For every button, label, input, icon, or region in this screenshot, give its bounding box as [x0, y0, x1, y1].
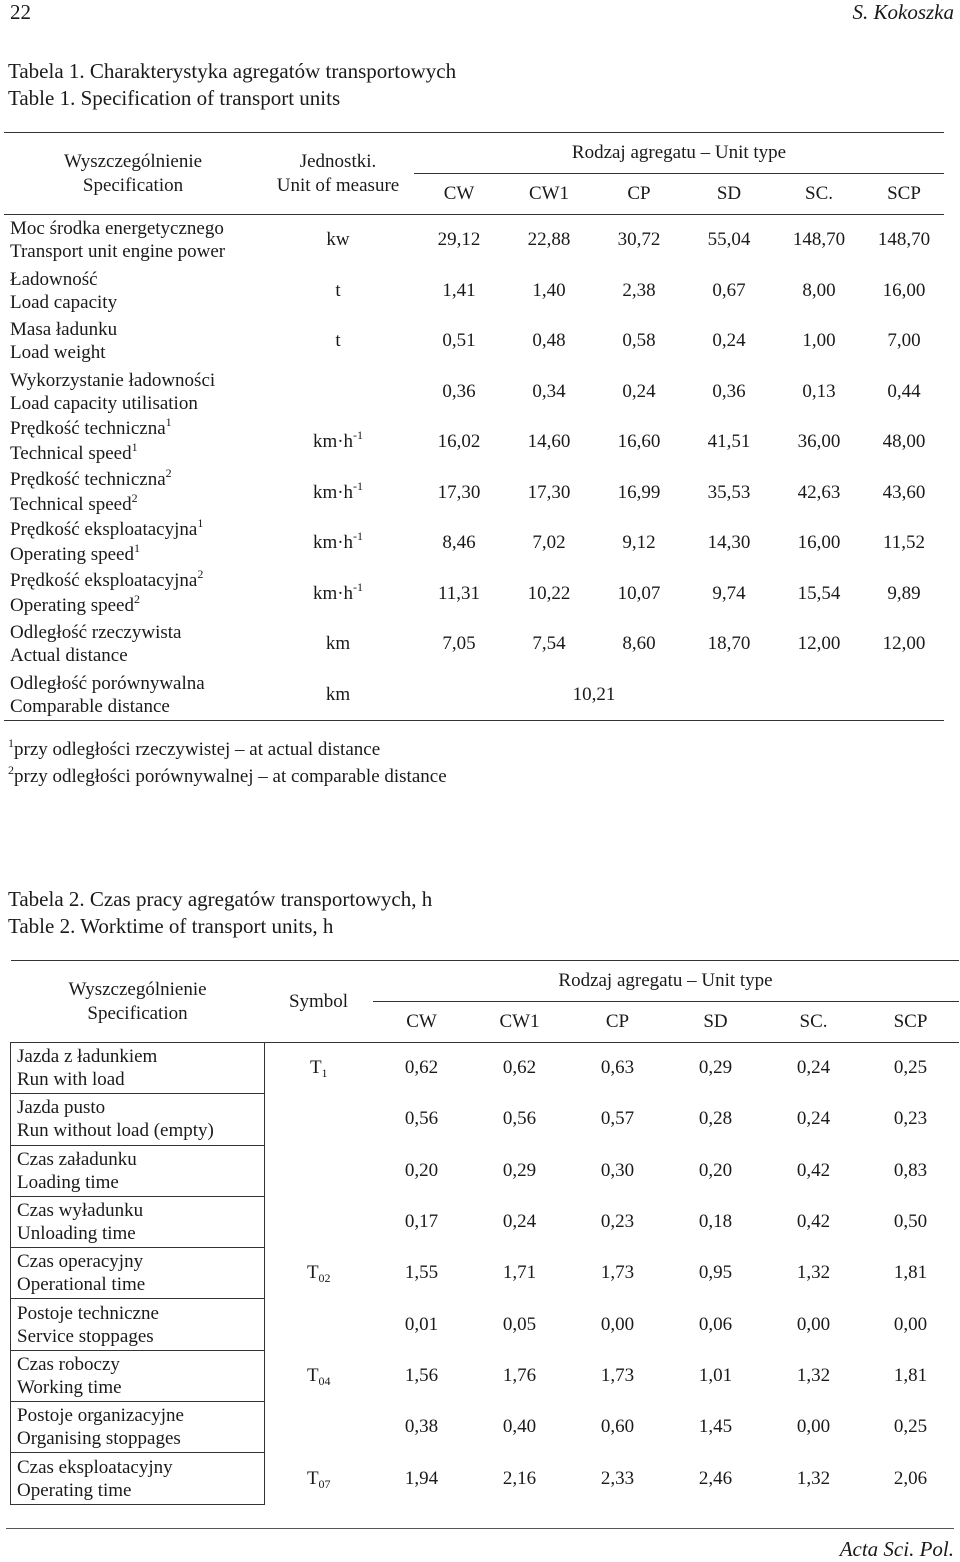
row-label-en: Organising stoppages [17, 1428, 181, 1450]
row-label [11, 1196, 265, 1247]
row-label-pl: Czas załadunku [17, 1148, 137, 1170]
value-cell: 0,62 [373, 1043, 471, 1094]
value-cell: 1,55 [404, 1262, 439, 1284]
symbol-cell: $T_1$ [265, 1043, 373, 1094]
row-label [11, 1402, 265, 1453]
value-cell: 17,30 [527, 481, 571, 503]
row-label-en: Comparable distance [10, 695, 170, 717]
row-label-en: Operational time [17, 1274, 146, 1296]
value-cell: 0,62 [471, 1043, 569, 1094]
value-cell: 0,57 [600, 1108, 635, 1130]
value-cell: 16,99 [617, 481, 661, 503]
row-label-pl: Czas operacyjny [17, 1251, 144, 1273]
value-cell: 9,74 [712, 582, 746, 604]
value-cell: 2,33 [600, 1467, 635, 1489]
row-label [4, 266, 262, 317]
value-cell: 0,00 [796, 1313, 831, 1335]
value-cell: 1,81 [893, 1262, 928, 1284]
table2-unit-type-header: Rodzaj agregatu – Unit type [373, 961, 959, 1002]
value-cell: 2,46 [698, 1467, 733, 1489]
column-header-sd: SD [716, 183, 742, 204]
table-row [4, 518, 944, 569]
column-header-cw1: CW1 [528, 183, 570, 204]
unit-cell: $km\cdot h^{-1}$ [312, 529, 364, 554]
column-header-cp: CP [627, 183, 651, 204]
value-cell: 0,25 [893, 1416, 928, 1438]
value-cell: 0,05 [502, 1313, 537, 1335]
table-row [4, 215, 944, 266]
row-label-en: Technical speed$^2$ [10, 490, 138, 515]
row-label-pl: Czas eksploatacyjny [17, 1456, 173, 1478]
unit-cell: kw [262, 215, 414, 266]
value-cell: 0,24 [502, 1211, 537, 1233]
value-cell: 2,06 [893, 1467, 928, 1489]
row-label-en: Actual distance [10, 645, 128, 667]
value-cell: 1,81 [893, 1364, 928, 1386]
symbol-cell [265, 1145, 373, 1196]
value-cell: 17,30 [437, 481, 481, 503]
value-cell: 0,20 [698, 1159, 733, 1181]
row-label-en: Unloading time [17, 1223, 136, 1245]
column-header-sc: SC. [805, 183, 833, 204]
table-row [4, 316, 944, 367]
row-label-pl: Odległość rzeczywista [10, 622, 182, 644]
value-cell: 0,24 [796, 1108, 831, 1130]
column-header-sc: SC. [799, 1011, 828, 1032]
table-row [4, 468, 944, 519]
value-cell: 11,31 [437, 582, 481, 604]
row-label [11, 1248, 265, 1299]
value-cell: 0,67 [712, 279, 746, 301]
row-label-pl: Jazda z ładunkiem [17, 1046, 158, 1068]
symbol-cell [265, 1299, 373, 1350]
table2-spec-header: Wyszczególnienie Specification [68, 978, 207, 1024]
row-label-pl: Postoje techniczne [17, 1302, 159, 1324]
table1-caption [8, 58, 456, 112]
value-cell: 29,12 [414, 215, 504, 266]
value-cell: 0,36 [712, 380, 746, 402]
value-cell: 0,60 [600, 1416, 635, 1438]
row-label-pl: Ładowność [10, 268, 98, 290]
value-cell: 43,60 [882, 481, 926, 503]
value-cell: 0,23 [600, 1211, 635, 1233]
row-label-pl: Prędkość techniczna$^2$ [10, 465, 172, 490]
value-cell: 9,12 [622, 532, 656, 554]
value-cell: 36,00 [797, 431, 841, 453]
value-cell: 7,00 [887, 330, 921, 352]
row-label-pl: Czas roboczy [17, 1353, 120, 1375]
table-row [4, 417, 944, 468]
value-cell: 2,16 [502, 1467, 537, 1489]
value-cell: 148,70 [864, 215, 944, 266]
unit-cell: t [335, 279, 341, 301]
unit-cell [262, 367, 414, 418]
value-cell: 41,51 [707, 431, 751, 453]
row-label-pl: Moc środka energetycznego [10, 218, 224, 240]
value-cell: 15,54 [797, 582, 841, 604]
value-cell: 1,73 [600, 1364, 635, 1386]
row-label-en: Loading time [17, 1171, 119, 1193]
row-label-pl: Masa ładunku [10, 319, 118, 341]
table-row [4, 619, 944, 670]
value-cell: 0,01 [404, 1313, 439, 1335]
value-cell: 1,45 [698, 1416, 733, 1438]
value-cell: 0,50 [893, 1211, 928, 1233]
row-label [11, 1299, 265, 1350]
row-label-en: Working time [17, 1376, 122, 1398]
table-row [11, 1196, 959, 1247]
table-row [11, 1145, 959, 1196]
value-cell: 0,56 [404, 1108, 439, 1130]
row-label [4, 619, 262, 670]
value-cell: 0,95 [698, 1262, 733, 1284]
row-label-en: Operating time [17, 1479, 132, 1501]
row-label-pl: Prędkość eksploatacyjna$^1$ [10, 516, 204, 541]
value-cell: 18,70 [707, 633, 751, 655]
value-cell: 0,63 [569, 1043, 667, 1094]
row-label-pl: Prędkość eksploatacyjna$^2$ [10, 566, 204, 591]
value-cell: 0,38 [404, 1416, 439, 1438]
unit-cell: km [325, 633, 351, 655]
table1-footnotes [8, 737, 447, 791]
row-label-pl: Postoje organizacyjne [17, 1405, 184, 1427]
row-label [11, 1145, 265, 1196]
symbol-cell [265, 1094, 373, 1145]
value-cell: 0,42 [796, 1159, 831, 1181]
value-cell: 0,83 [893, 1159, 928, 1181]
value-cell: 9,89 [887, 582, 921, 604]
row-label [4, 316, 262, 367]
column-header-scp: SCP [893, 1011, 928, 1032]
value-cell: 7,54 [532, 633, 566, 655]
row-label-en: Load capacity [10, 291, 118, 313]
row-label-en: Transport unit engine power [10, 241, 226, 263]
row-label [11, 1453, 265, 1504]
row-label-pl: Odległość porównywalna [10, 672, 205, 694]
value-cell: 42,63 [797, 481, 841, 503]
table-row [11, 1299, 959, 1350]
table2-caption-en: Table 2. Worktime of transport units, h [8, 914, 334, 938]
table1 [4, 132, 944, 721]
value-cell: 8,00 [802, 279, 836, 301]
value-cell: 1,32 [796, 1364, 831, 1386]
row-label [4, 215, 262, 266]
unit-cell: t [335, 330, 341, 352]
row-label [11, 1094, 265, 1145]
value-cell: 1,71 [502, 1262, 537, 1284]
row-label [4, 417, 262, 468]
unit-cell: $km\cdot h^{-1}$ [312, 478, 364, 503]
value-cell: 12,00 [882, 633, 926, 655]
value-cell: 1,01 [698, 1364, 733, 1386]
table2-symbol-header: Symbol [288, 990, 349, 1012]
value-cell: 14,60 [527, 431, 571, 453]
column-header-sd: SD [703, 1011, 728, 1032]
table-row [4, 367, 944, 418]
row-label-en: Operating speed$^2$ [10, 591, 140, 616]
row-label [11, 1043, 265, 1094]
row-label [4, 670, 262, 721]
value-cell: 7,05 [442, 633, 476, 655]
unit-cell: $km\cdot h^{-1}$ [312, 579, 364, 604]
row-label-pl: Czas wyładunku [17, 1200, 144, 1222]
value-cell: 55,04 [684, 215, 774, 266]
value-cell: 11,52 [882, 532, 926, 554]
row-label [11, 1350, 265, 1401]
value-cell: 0,56 [502, 1108, 537, 1130]
table1-caption-pl: Tabela 1. Charakterystyka agregatów transportowych [8, 59, 457, 83]
value-cell: 0,18 [698, 1211, 733, 1233]
value-cell: 0,00 [893, 1313, 928, 1335]
value-cell: 1,94 [404, 1467, 439, 1489]
value-cell: 0,28 [698, 1108, 733, 1130]
value-cell: 1,76 [502, 1364, 537, 1386]
value-cell: 10,22 [527, 582, 571, 604]
column-header-cw: CW [443, 183, 475, 204]
value-cell: 0,13 [802, 380, 836, 402]
value-cell: 16,60 [617, 431, 661, 453]
value-cell: 22,88 [504, 215, 594, 266]
footnote-1: $^1$przy odległości rzeczywistej – at actual distance [8, 736, 381, 760]
footnote-2: $^2$przy odległości porównywalnej – at comparable distance [8, 763, 447, 787]
value-cell: 12,00 [797, 633, 841, 655]
table-row [11, 1094, 959, 1145]
value-cell: 0,34 [532, 380, 566, 402]
row-label [4, 566, 262, 620]
table-row [11, 1248, 959, 1299]
table2-caption-pl: Tabela 2. Czas pracy agregatów transportowych, h [8, 887, 433, 911]
symbol-cell [265, 1196, 373, 1247]
value-cell: 48,00 [882, 431, 926, 453]
page-header [10, 0, 954, 26]
value-cell: 0,24 [712, 330, 746, 352]
value-cell: 0,00 [600, 1313, 635, 1335]
table-row [11, 1402, 959, 1453]
column-header-cp: CP [605, 1011, 630, 1032]
value-cell: 0,30 [600, 1159, 635, 1181]
row-label [4, 518, 262, 569]
footer-divider [6, 1528, 954, 1529]
table1-header-row [4, 133, 944, 174]
value-cell: 1,73 [600, 1262, 635, 1284]
value-cell: 8,46 [442, 532, 476, 554]
table-row [4, 569, 944, 620]
row-label [4, 465, 262, 519]
table1-caption-en: Table 1. Specification of transport units [8, 86, 341, 110]
value-cell: 0,23 [893, 1108, 928, 1130]
row-label-pl: Wykorzystanie ładowności [10, 369, 216, 391]
value-cell: 1,41 [442, 279, 476, 301]
value-cell: 1,32 [796, 1262, 831, 1284]
symbol-cell: $T_{07}$ [306, 1467, 331, 1491]
column-header-scp: SCP [887, 183, 921, 204]
value-cell: 1,32 [796, 1467, 831, 1489]
unit-cell: $km\cdot h^{-1}$ [312, 428, 364, 453]
row-label-en: Operating speed$^1$ [10, 541, 140, 566]
value-cell: 16,00 [882, 279, 926, 301]
value-cell: 1,56 [404, 1364, 439, 1386]
table1-unit-type-header: Rodzaj agregatu – Unit type [414, 133, 944, 174]
value-cell: 0,20 [404, 1159, 439, 1181]
column-header-cw1: CW1 [499, 1011, 540, 1032]
symbol-cell: $T_{02}$ [306, 1262, 331, 1286]
unit-cell: km [325, 683, 351, 705]
value-cell: 8,60 [622, 633, 656, 655]
value-cell: 148,70 [774, 215, 864, 266]
value-cell: 0,29 [667, 1043, 765, 1094]
row-label-pl: Prędkość techniczna$^1$ [10, 415, 172, 440]
value-cell: 0,06 [698, 1313, 733, 1335]
value-cell: 2,38 [622, 279, 656, 301]
value-cell: 0,40 [502, 1416, 537, 1438]
symbol-cell: $T_{04}$ [306, 1364, 331, 1388]
journal-name: Acta Sci. Pol. [839, 1537, 954, 1561]
table-row [11, 1350, 959, 1401]
value-cell: 0,58 [622, 330, 656, 352]
table2-caption [8, 886, 432, 940]
value-cell: 0,00 [796, 1416, 831, 1438]
value-cell: 10,07 [617, 582, 661, 604]
value-cell: 0,24 [622, 380, 656, 402]
column-header-cw: CW [406, 1011, 437, 1032]
row-label-en: Run with load [17, 1069, 125, 1091]
table1-unit-header: Jednostki. Unit of measure [276, 150, 400, 196]
value-cell: 0,25 [863, 1043, 959, 1094]
row-label-en: Run without load (empty) [17, 1120, 214, 1142]
value-cell: 0,48 [532, 330, 566, 352]
table1-spec-header: Wyszczególnienie Specification [63, 150, 203, 196]
value-cell: 14,30 [707, 532, 751, 554]
value-cell: 10,21 [572, 683, 616, 705]
value-cell: 1,00 [802, 330, 836, 352]
value-cell: 16,00 [797, 532, 841, 554]
row-label-en: Load weight [10, 342, 106, 364]
page-number: 22 [10, 0, 31, 24]
value-cell: 7,02 [532, 532, 566, 554]
value-cell: 35,53 [707, 481, 751, 503]
table-row [4, 266, 944, 317]
value-cell: 30,72 [594, 215, 684, 266]
value-cell: 0,17 [404, 1211, 439, 1233]
value-cell: 0,29 [502, 1159, 537, 1181]
row-label-en: Service stoppages [17, 1325, 154, 1347]
symbol-cell [265, 1402, 373, 1453]
table-row-comparable [4, 670, 944, 721]
table-row [11, 1453, 959, 1504]
row-label-pl: Jazda pusto [17, 1097, 106, 1119]
row-label [4, 367, 262, 418]
table-row [11, 1043, 959, 1094]
value-cell: 0,44 [887, 380, 921, 402]
running-head-author: S. Kokoszka [852, 0, 954, 24]
table2 [10, 960, 959, 1505]
value-cell: 0,24 [765, 1043, 863, 1094]
value-cell: 0,51 [442, 330, 476, 352]
value-cell: 0,42 [796, 1211, 831, 1233]
value-cell: 16,02 [437, 431, 481, 453]
value-cell: 1,40 [532, 279, 566, 301]
row-label-en: Load capacity utilisation [10, 392, 198, 414]
row-label-en: Technical speed$^1$ [10, 440, 138, 465]
table2-header-row [11, 961, 959, 1002]
value-cell: 0,36 [442, 380, 476, 402]
